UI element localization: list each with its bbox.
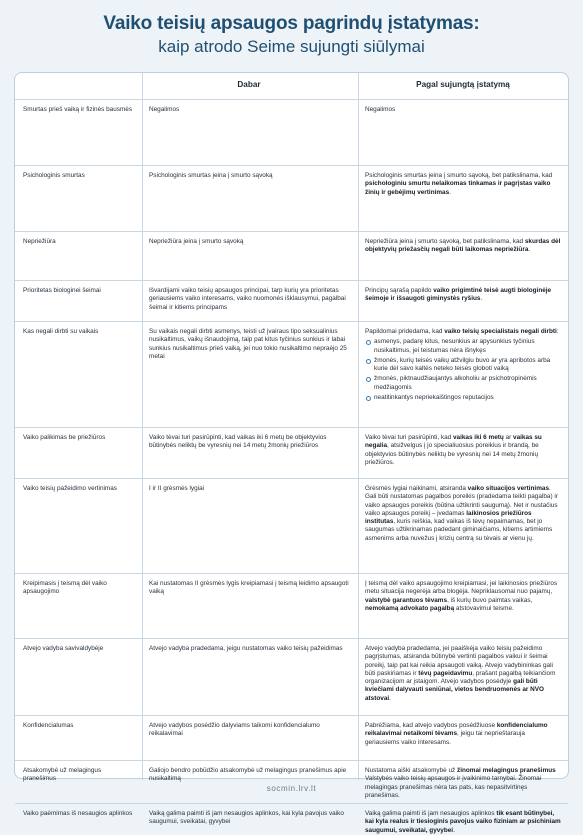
text-run: . (528, 246, 531, 254)
row-topic: Vaiko palikimas be priežiūros (23, 434, 106, 441)
text-run: . (453, 826, 455, 834)
row-now (149, 106, 349, 114)
row-now (149, 580, 349, 597)
text-run: Nustatoma aiški atsakomybė už (365, 767, 457, 774)
text-run: Vaiką galima paimti iš jam nesaugios aplinkos, kai kyla pavojus vaiko saugumui, sveikatai, gyvybei (149, 810, 344, 826)
table-row (15, 165, 568, 231)
row-proposed (365, 580, 561, 613)
bullet-item: neatitinkantys nepriekaištingos reputacijos (365, 394, 561, 402)
table-row (15, 573, 568, 638)
table-row (15, 760, 568, 803)
row-now (149, 485, 349, 493)
text-run: Išvardijami vaiko teisių apsaugos principai, tarp kurių yra prioritetas geriausiems vaiko interesams, vaiko nuomonės išklausymui, pagalbai šeimai ir kitiems principams (149, 287, 346, 311)
text-run: , atsižvelgus į jo specialiuosius poreikius ir brandą, be objektyvios būtinybės neliktų be vyresnių nei 14 metų žmonių priežiūros. (365, 442, 539, 466)
row-topic: Atvejo vadyba savivaldybėje (23, 645, 104, 652)
emphasis-text: vaiko teisių specialistais negali dirbti (444, 328, 557, 335)
emphasis-text: konfidencialumo reikalavimai netaikomi tėvams (365, 722, 548, 738)
emphasis-text: tėvų pageidavimu (418, 669, 473, 677)
text-run: Atvejo vadyba pradedama, jeigu nustatomas vaiko teisių pažeidimas (149, 645, 343, 652)
emphasis-text: vaiko situacijos vertinimas (467, 485, 549, 492)
row-proposed (365, 172, 561, 197)
text-run: Psichologinis smurtas įeina į smurto sąvoką, bet patikslinama, kad (365, 172, 553, 179)
bullet-list (365, 338, 561, 402)
emphasis-text: skurdas dėl objektyvių priežasčių negali būti laikomas nepriežiūra (365, 238, 561, 254)
text-run: Galiojo bendro pobūdžio atsakomybė už melagingus pranešimus apie nusikaltimą (149, 767, 347, 783)
text-run: . (480, 295, 483, 303)
emphasis-text: vaiko prigimtinė teisė augti biologinėje šeimoje ir išsaugoti giminystės ryšius (365, 287, 552, 303)
text-run: Negalimos (365, 106, 396, 113)
text-run: Valstybės vaiko teisių apsaugos ir įvaikinimo tarnybai. Žinomai melagingas pranešimas nėra tas pats, kas nepasitvirtinęs pranešimas. (365, 775, 542, 799)
text-run: Atvejo vadybos posėdžio dalyviams taikomi konfidencialumo reikalavimai (149, 722, 320, 738)
table-row (15, 321, 568, 427)
table-row (15, 638, 568, 715)
table-row (15, 99, 568, 165)
text-run: , prašant pagalbą teikiančiom organizacijom ar įstaigom. Atvejo vadybos posėdyje (365, 669, 556, 686)
table-row (15, 803, 568, 834)
text-run: I ir II grėsmės lygiai (149, 485, 205, 492)
row-now (149, 434, 349, 451)
row-proposed (365, 722, 561, 747)
table-row (15, 231, 568, 280)
text-run: Vaiko tėvai turi pasirūpinti, kad (365, 434, 453, 441)
row-proposed (365, 810, 561, 835)
text-run: Į teismą dėl vaiko apsaugojimo kreipiamasi, jei laikinosios priežiūros metu situacija negerėja arba blogėja. Nepriklausomai nuo pajamų, (365, 580, 558, 596)
row-topic: Prioritetas biologinei šeimai (23, 287, 101, 294)
row-now (149, 238, 349, 246)
bullet-item: žmonės, piktnaudžiaujantys alkoholiu ar psichotropinėmis medžiagomis (365, 375, 561, 392)
row-proposed (365, 434, 561, 467)
row-now (149, 645, 349, 653)
row-proposed (365, 106, 561, 114)
emphasis-text: laikinosios priežiūros institutas (365, 509, 532, 526)
text-run: , kuris reiškia, kad vaikas iš tėvų nepaimamas, bet jo saugumas užtikrinamas padedant giminaičiams, kitiems artimiems asmenims arba nuvežus į krizių centrą su tėvais ar vienu jų. (365, 518, 553, 542)
text-run: ar (503, 434, 514, 441)
row-topic: Kas negali dirbti su vaikais (23, 328, 99, 335)
bullet-item: žmonės, kurių teisės vaikų atžvilgiu buvo ar yra apribotos arba kurie dėl savo kaltės neteko teisės globoti vaiką (365, 357, 561, 374)
text-run: Principų sąrašą papildo (365, 287, 434, 294)
text-run: Kai nustatomas II grėsmės lygis kreipiamasi į teismą leidimo apsaugoti vaiką (149, 580, 349, 596)
row-topic: Smurtas prieš vaiką ir fizinės bausmės (23, 106, 133, 113)
text-run: Su vaikais negali dirbti asmenys, teisti už įvairaus tipo seksualinius nusikaltimus, vaikų išnaudojimą, taip pat kitus tyčinius sunkius ir labai sunkius nusikaltimus prieš vaiką, jei nuo tokio nusikaltimo nepraėjo 25 metai (149, 328, 347, 360)
text-run: . (449, 188, 451, 196)
header-now: Dabar (237, 80, 261, 89)
table-header (15, 73, 568, 99)
text-run: Negalimos (149, 106, 180, 113)
emphasis-text: gali būti kviečiami dalyvauti seniūnai, vietos bendruomenės ar NVO atstovai (365, 678, 545, 702)
emphasis-text: žinomai melagingus pranešimus (457, 767, 556, 774)
text-run: Nepriežiūra įeina į smurto sąvoką (149, 238, 244, 245)
text-run: Nepriežiūra įeina į smurto sąvoką, bet patikslinama, kad (365, 238, 525, 245)
footer-url: socmin.lrv.lt (266, 784, 317, 793)
row-proposed (365, 328, 561, 404)
emphasis-text: nemokamą advokato pagalbą (365, 604, 455, 612)
page-title (0, 12, 583, 58)
text-run: atstovavimui teisme. (454, 604, 514, 612)
row-now (149, 287, 349, 312)
text-run: Psichologinis smurtas įeina į smurto sąvoką (149, 172, 273, 179)
text-run: : (556, 328, 559, 335)
row-now (149, 172, 349, 180)
header-proposed: Pagal sujungtą įstatymą (416, 80, 510, 89)
row-proposed (365, 485, 561, 543)
emphasis-text: tik esant būtinybei, kai kyla realus ir tiesioginis pavojus vaiko fiziniam ar psichiniam saugumui, sveikatai, gyvybei (365, 810, 561, 834)
text-run: . (389, 694, 391, 702)
text-run: Atvejo vadyba pradedama, jei paaiškėja vaiko teisių pažeidimo pagrįstumas, atsiranda būtinybė vertinti pagalbos vaikui ir šeimai poreikį, taip pat kai reikia apsaugoti vaiką. Atvejo vadybininkas gali būti paskiriamas ir (365, 645, 553, 677)
table-row (15, 280, 568, 321)
emphasis-text: vaikas su negalia (365, 434, 542, 450)
text-run: Grėsmės lygiai naikinami, atsiranda (365, 485, 468, 492)
row-now (149, 328, 349, 361)
row-topic: Vaiko paėmimas iš nesaugios aplinkos (23, 810, 133, 817)
row-proposed (365, 645, 561, 703)
table-row (15, 478, 568, 573)
emphasis-text: vaikas iki 6 metų (452, 434, 504, 441)
row-proposed (365, 238, 561, 255)
text-run: , jeigu tai neprieštarauja geriausiems vaiko interesams. (365, 730, 525, 746)
row-topic: Atsakomybė už melagingus pranešimus (23, 767, 102, 783)
row-topic: Kreipimasis į teismą dėl vaiko apsaugojimo (23, 580, 107, 596)
emphasis-text: valstybė garantuos tėvams (365, 596, 448, 604)
emphasis-text: psichologiniu smurtu nelaikomas tinkamas ir pagrįstas vaiko žinių ir gebėjimų vertinimas (365, 180, 551, 196)
text-run: Pabrėžiama, kad atvejo vadybos posėdžiuose (365, 722, 497, 729)
row-topic: Psichologinis smurtas (23, 172, 85, 179)
table-row (15, 715, 568, 760)
row-topic: Nepriežiūra (23, 238, 56, 245)
table-row (15, 427, 568, 478)
text-run: . Gali būti nustatomas pagalbos poreikis (pradedama teikti pagalba) ir vaiko apsaugos poreikis (būtina užtikrinti saugumą). Net ir nustačius vaiko apsaugos poreikį – įvedamas (365, 485, 558, 517)
bullet-item: asmenys, padarę kitus, nesunkius ar apysunkius tyčinius nusikaltimus, jei teistumas nėra išnykęs (365, 338, 561, 355)
row-topic: Konfidencialumas (23, 722, 74, 729)
text-run: Vaiko tėvai turi pasirūpinti, kad vaikas iki 6 metų be objektyvios būtinybės neliktų be vyresnių nei 14 metų žmonių priežiūros (149, 434, 327, 450)
row-now (149, 722, 349, 739)
title-line-1: Vaiko teisių apsaugos pagrindų įstatymas: (103, 13, 480, 34)
text-run: , iš kurių buvo paimtas vaikas, (447, 596, 533, 604)
row-topic: Vaiko teisių pažeidimo vertinimas (23, 485, 118, 492)
text-run: Papildomai pridedama, kad (365, 328, 445, 335)
text-run: Vaiką galima paimti iš jam nesaugios aplinkos (365, 810, 497, 817)
row-now (149, 767, 349, 784)
title-line-2: kaip atrodo Seime sujungti siūlymai (158, 37, 425, 56)
row-proposed (365, 287, 561, 304)
row-now (149, 810, 349, 827)
